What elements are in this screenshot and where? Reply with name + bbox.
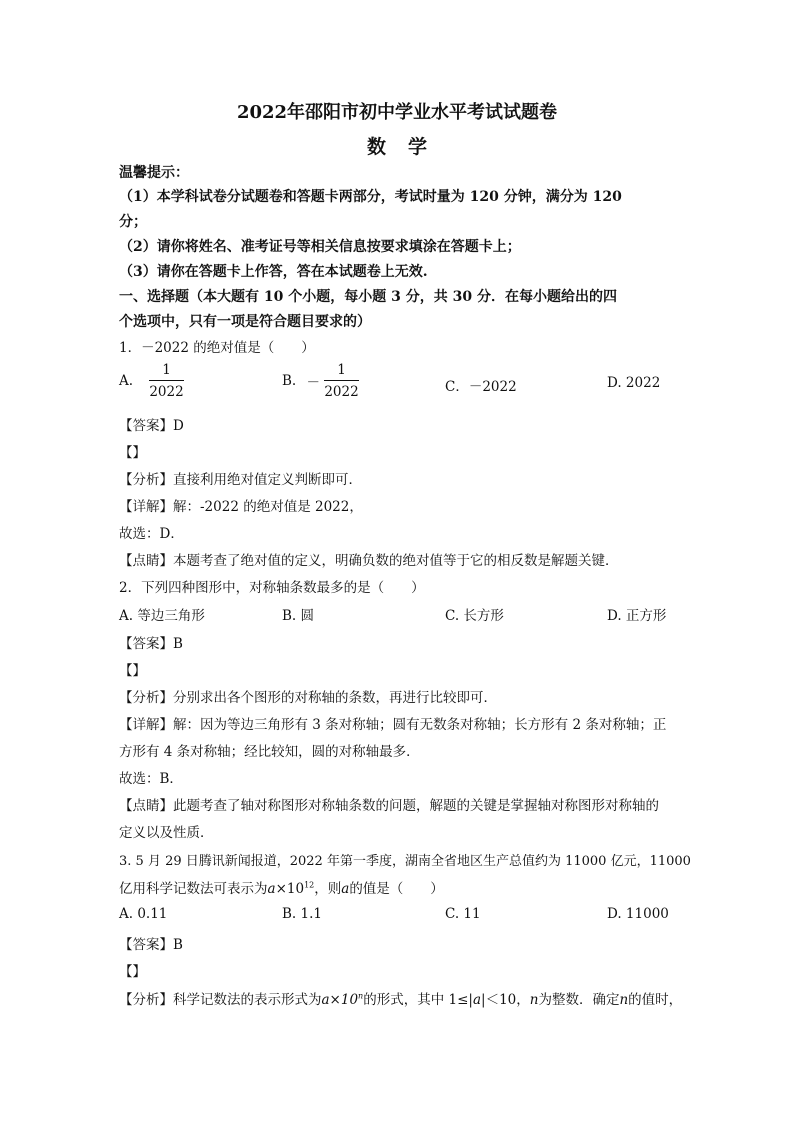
q2-option-a: A. 等边三角形 [119, 608, 205, 624]
q1-option-b-fraction [324, 362, 358, 400]
q1-option-a [119, 362, 184, 400]
q1-option-b [282, 362, 359, 400]
math-form: a×10 [321, 992, 359, 1008]
q3-stem-text: 亿用科学记数法可表示为 [119, 881, 268, 897]
q1-option-b-sign: － [306, 375, 321, 391]
q2-comment: 【点睛】此题考查了轴对称图形对称轴条数的问题，解题的关键是掌握轴对称图形对称轴的 [119, 798, 659, 814]
q1-option-d: D. 2022 [607, 375, 661, 391]
q3-analysis-text: 的值时， [628, 992, 683, 1008]
q1-analysis: 【分析】直接利用绝对值定义判断即可． [119, 472, 362, 488]
q1-solution-tag: 【】 [119, 445, 146, 461]
math-a: a [472, 992, 482, 1008]
q3-analysis-text: 【分析】科学记数法的表示形式为 [119, 992, 322, 1008]
q2-option-b: B. 圆 [282, 608, 315, 624]
q2-solution-tag: 【】 [119, 663, 146, 679]
q3-solution-tag: 【】 [119, 964, 146, 980]
q2-analysis: 【分析】分别求出各个图形的对称轴的条数，再进行比较即可． [119, 690, 497, 706]
q1-detail: 【详解】解：-2022 的绝对值是 2022， [119, 499, 363, 515]
q1-option-b-denominator: 2022 [324, 384, 359, 400]
q3-stem: 3. 5 月 29 日腾讯新闻报道，2022 年第一季度，湖南全省地区生产总值约为 11000 亿元，11000 [119, 854, 691, 869]
q3-stem-cont [119, 877, 444, 897]
q3-analysis [119, 988, 682, 1008]
q2-option-d: D. 正方形 [607, 608, 667, 624]
math-n: n [529, 992, 539, 1008]
q3-option-a: A. 0.11 [119, 906, 168, 922]
q3-answer: 【答案】B [119, 937, 183, 953]
q2-detail: 【详解】解：因为等边三角形有 3 条对称轴；圆有无数条对称轴；长方形有 2 条对称轴；正 [119, 717, 667, 733]
q1-option-a-label: A. [119, 373, 134, 389]
q1-answer: 【答案】D [119, 418, 184, 434]
tip-1: （1）本学科试卷分试题卷和答题卡两部分，考试时量为 120 分钟，满分为 120 [119, 189, 622, 205]
tip-2: （2）请你将姓名、准考证号等相关信息按要求填涂在答题卡上； [119, 239, 521, 255]
tip-1-cont: 分； [119, 214, 147, 230]
q3-option-c: C. 11 [445, 906, 481, 922]
q3-stem-text: 的值是（ ） [349, 881, 444, 897]
q2-answer: 【答案】B [119, 636, 183, 652]
q1-stem: 1．－2022 的绝对值是（ ） [119, 340, 315, 356]
q3-analysis-text: 为整数．确定 [538, 992, 620, 1008]
section-heading-cont: 个选项中，只有一项是符合题目要求的） [119, 314, 371, 330]
section-heading: 一、选择题（本大题有 10 个小题，每小题 3 分，共 30 分．在每小题给出的四 [119, 289, 617, 305]
q2-comment-cont: 定义以及性质． [119, 825, 214, 841]
q1-choose: 故选：D． [119, 526, 184, 542]
math-exponent: 12 [304, 880, 315, 890]
tips-heading: 温馨提示： [119, 165, 189, 181]
q1-comment: 【点睛】本题考查了绝对值的定义，明确负数的绝对值等于它的相反数是解题关键． [119, 553, 619, 569]
q1-option-c: C．－2022 [445, 379, 517, 395]
q2-option-c: C. 长方形 [445, 608, 504, 624]
q1-option-a-fraction [149, 362, 183, 400]
q3-analysis-text: 的形式，其中 1≤| [363, 992, 473, 1008]
q2-detail-cont: 方形有 4 条对称轴；经比较知，圆的对称轴最多． [119, 744, 420, 760]
q2-choose: 故选：B． [119, 771, 183, 787]
math-a: a [341, 881, 350, 897]
q1-option-a-denominator: 2022 [149, 384, 184, 400]
math-times-ten: ×10 [275, 881, 305, 897]
q3-option-b: B. 1.1 [282, 906, 322, 922]
q1-option-b-numerator: 1 [337, 362, 346, 378]
q1-option-b-label: B. [282, 373, 297, 389]
q3-option-d: D. 11000 [607, 906, 669, 922]
q2-stem: 2．下列四种图形中，对称轴条数最多的是（ ） [119, 580, 425, 596]
exam-title: 2022年邵阳市初中学业水平考试试题卷 [236, 102, 558, 123]
math-n: n [619, 992, 629, 1008]
tip-3: （3）请你在答题卡上作答，答在本试题卷上无效. [119, 264, 428, 280]
math-a: a [267, 881, 276, 897]
q1-option-a-numerator: 1 [162, 362, 171, 378]
q3-stem-text: ，则 [314, 881, 342, 897]
math-exponent: n [358, 991, 364, 1001]
q3-analysis-text: |＜10， [481, 992, 530, 1008]
subject-title: 数学 [366, 136, 449, 158]
